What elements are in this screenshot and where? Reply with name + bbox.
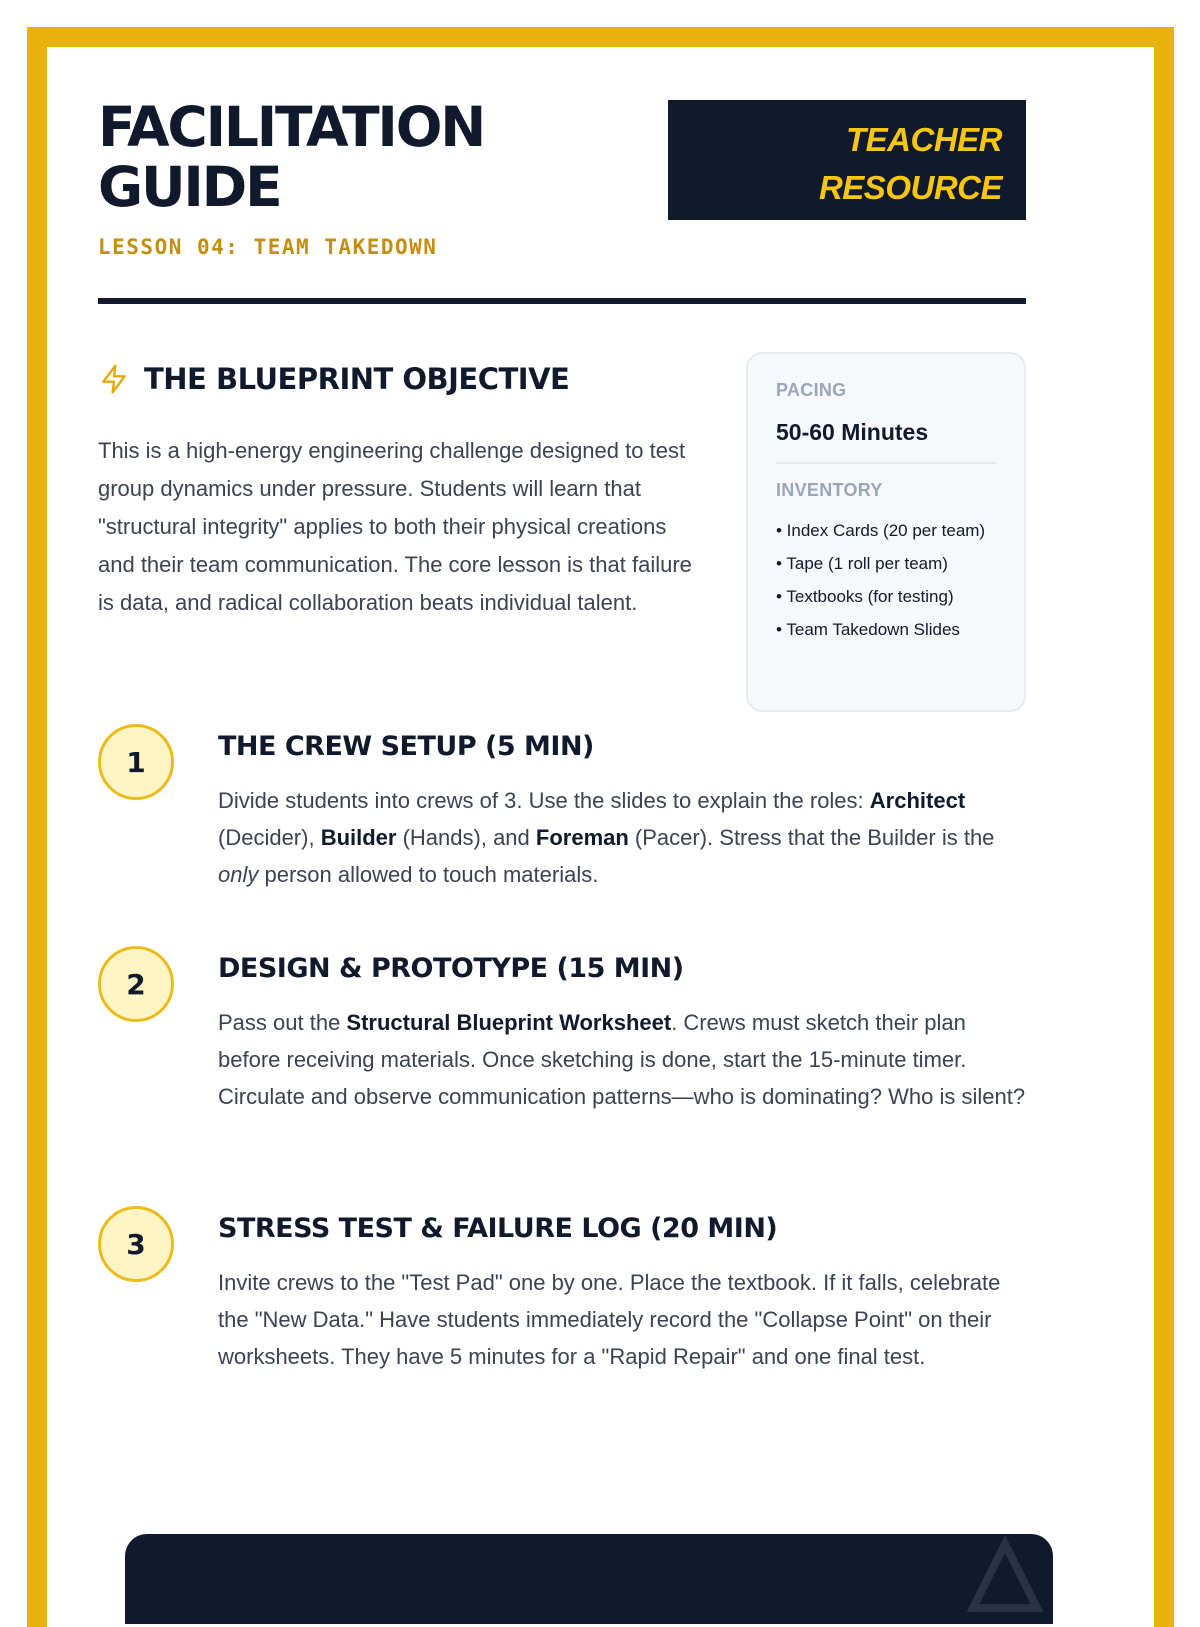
step-number-badge: 3 [98,1206,174,1282]
step-title: STRESS TEST & FAILURE LOG (20 MIN) [218,1213,778,1244]
inventory-label: INVENTORY [776,480,883,500]
role-foreman: Foreman [535,825,629,850]
logo-mark-icon [965,1536,1045,1616]
emphasis-only: only [218,862,259,887]
title-line-2: GUIDE [98,155,281,219]
footer-bar [125,1534,1053,1624]
step-text-part: Pass out the [218,1010,347,1035]
step-text: Invite crews to the "Test Pad" one by one. Place the textbook. If it falls, celebrate the "New Data." Have students immediately record the "Collapse Point" on their worksheets. They have 5 minutes for a "Rapid Repair" and one final test. [218,1270,1001,1369]
step-number-badge: 2 [98,946,174,1022]
inventory-item: • Team Takedown Slides [776,620,960,639]
page-title [98,97,558,217]
step-text-part: (Pacer). Stress that the Builder is the [628,825,995,850]
guide-content [98,80,1026,1369]
step-text-part: Divide students into crews of 3. Use the slides to explain the roles: [218,788,870,813]
step-number-badge: 1 [98,724,174,800]
step-text-part: (Decider), [218,825,321,850]
step-body [218,730,1030,893]
guide-header [98,80,1026,304]
inventory-item: • Textbooks (for testing) [776,587,954,606]
worksheet-name: Structural Blueprint Worksheet [346,1010,672,1035]
step-text [218,1004,1030,1115]
badge-line-2: RESOURCE [818,169,1002,206]
role-builder: Builder [320,825,397,850]
step-text-part: (Hands), and [396,825,536,850]
inventory-item: • Tape (1 roll per team) [776,554,948,573]
pacing-label: PACING [776,380,847,400]
pacing-value: 50-60 Minutes [776,419,929,445]
objective-text: This is a high-energy engineering challenge designed to test group dynamics under pressure. Students will learn that "structural integrity" applies to both their physical creations and their team communication. The core lesson is that failure is data, and radical collaboration beats individual talent. [98,438,692,615]
lesson-subtitle: LESSON 04: TEAM TAKEDOWN [98,235,438,259]
role-architect: Architect [869,788,966,813]
objective-heading [98,362,569,396]
title-line-1: FACILITATION [98,95,485,159]
info-divider [776,462,996,464]
step-body [218,1212,1030,1375]
info-card [746,352,1026,712]
step-text-part: . Crews must sketch their plan before receiving materials. Once sketching is done, start the 15-minute timer. Circulate and observe communication patterns—who is dominating? Who is silent? [218,1010,1026,1109]
badge-line-1: TEACHER [845,121,1002,158]
lightning-bolt-icon [98,363,130,395]
inventory-item: • Index Cards (20 per team) [776,521,986,540]
step-text-part: person allowed to touch materials. [258,862,599,887]
teacher-resource-badge [668,100,1026,220]
step-title: THE CREW SETUP (5 MIN) [218,731,594,762]
step-body [218,952,1030,1115]
objective-title: THE BLUEPRINT OBJECTIVE [144,362,570,396]
objective-section [98,304,1026,724]
step-text [218,782,1030,893]
inventory-list [776,517,996,644]
step-title: DESIGN & PROTOTYPE (15 MIN) [218,953,684,984]
